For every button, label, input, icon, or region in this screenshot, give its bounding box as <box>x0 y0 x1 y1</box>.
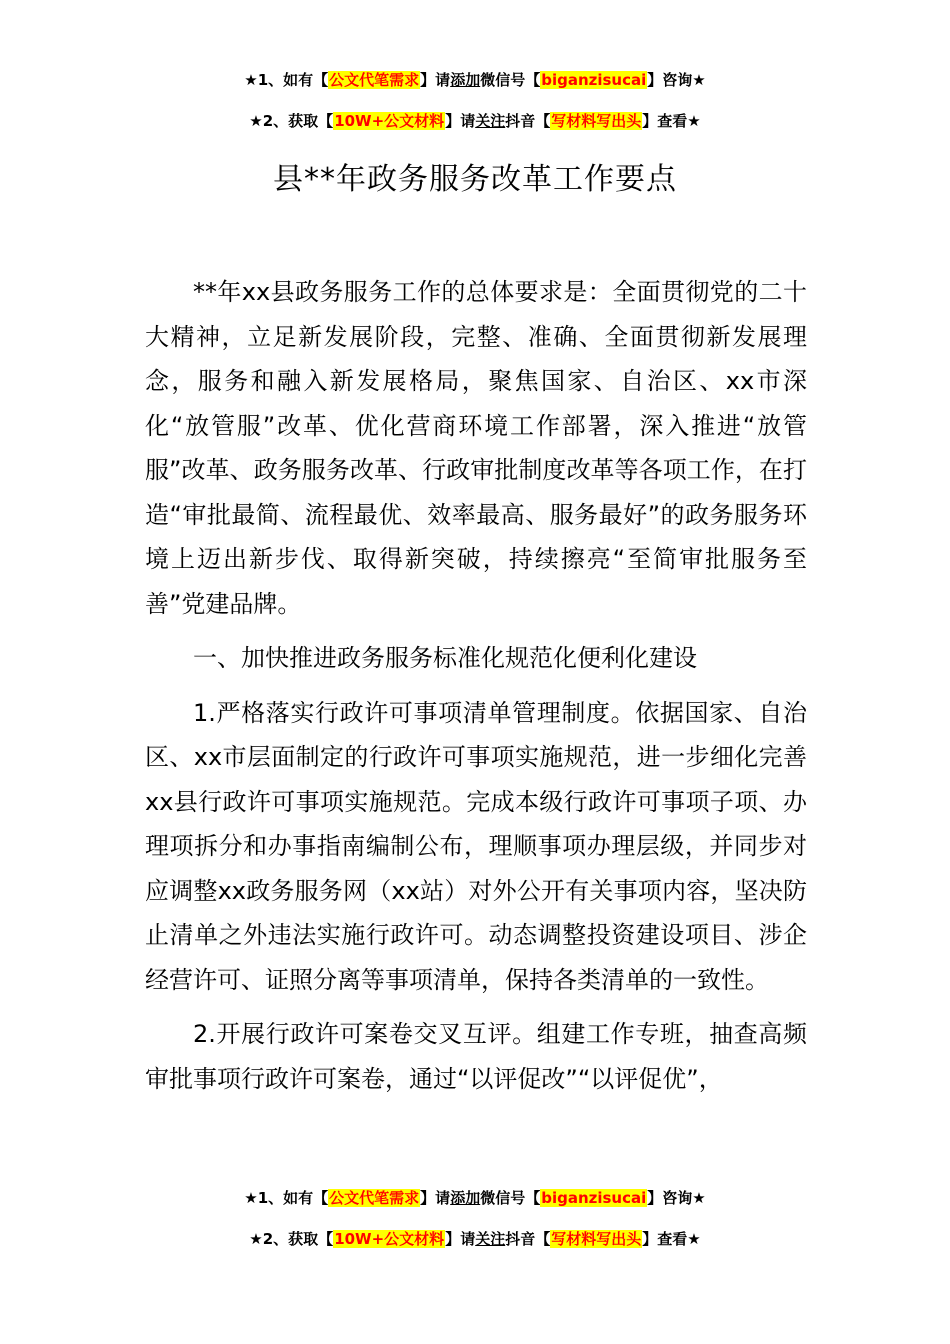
douyin-account: 写材料写出头 <box>551 1230 642 1248</box>
ad-text: 】请 <box>445 112 476 130</box>
wechat-id: biganzisucai <box>541 1189 647 1207</box>
ad-text: 】查看★ <box>642 112 701 130</box>
underlined-text: 添加 <box>450 71 481 89</box>
ad-text: ★1、如有【 <box>244 71 329 89</box>
highlight-text: 10W+公文材料 <box>334 112 445 130</box>
douyin-account: 写材料写出头 <box>551 112 642 130</box>
wechat-id: biganzisucai <box>541 71 647 89</box>
header-ad-line-1 <box>0 68 950 92</box>
ad-text: 】咨询★ <box>647 1189 706 1207</box>
highlight-text: 公文代笔需求 <box>329 71 420 89</box>
ad-text: 】查看★ <box>642 1230 701 1248</box>
ad-text: 】请 <box>420 1189 451 1207</box>
ad-text: 微信号【 <box>480 71 541 89</box>
ad-text: 】请 <box>445 1230 476 1248</box>
section-heading: 一、加快推进政务服务标准化规范化便利化建设 <box>193 644 697 672</box>
underlined-text: 关注 <box>475 112 506 130</box>
document-body <box>145 270 807 1101</box>
ad-text: 】咨询★ <box>647 71 706 89</box>
underlined-text: 关注 <box>475 1230 506 1248</box>
highlight-text: 公文代笔需求 <box>329 1189 420 1207</box>
header-ad-line-2 <box>0 109 950 133</box>
underlined-text: 添加 <box>450 1189 481 1207</box>
item-paragraph-1: 1.严格落实行政许可事项清单管理制度。依据国家、自治区、xx市层面制定的行政许可事项实施规范，进一步细化完善xx县行政许可事项实施规范。完成本级行政许可事项子项、办理项拆分和办事指南编制公布，理顺事项办理层级，并同步对应调整xx政务服务网（xx站）对外公开有关事项内容，坚决防止清单之外违法实施行政许可。动态调整投资建设项目、涉企经营许可、证照分离等事项清单，保持各类清单的一致性。 <box>145 698 807 994</box>
highlight-text: 10W+公文材料 <box>334 1230 445 1248</box>
ad-text: ★2、获取【 <box>249 112 334 130</box>
ad-text: 抖音【 <box>505 1230 551 1248</box>
intro-paragraph: **年xx县政务服务工作的总体要求是：全面贯彻党的二十大精神，立足新发展阶段，完整、准确、全面贯彻新发展理念，服务和融入新发展格局，聚焦国家、自治区、xx市深化“放管服”改革、优化营商环境工作部署，深入推进“放管服”改革、政务服务改革、行政审批制度改革等各项工作，在打造“审批最简、流程最优、效率最高、服务最好”的政务服务环境上迈出新步伐、取得新突破，持续擦亮“至简审批服务至善”党建品牌。 <box>145 278 807 618</box>
footer-ad-line-1 <box>0 1186 950 1210</box>
item-paragraph-2: 2.开展行政许可案卷交叉互评。组建工作专班，抽查高频审批事项行政许可案卷，通过“以评促改”“以评促优”， <box>145 1020 807 1093</box>
ad-text: 】请 <box>420 71 451 89</box>
footer-ad-line-2 <box>0 1227 950 1251</box>
ad-text: 微信号【 <box>480 1189 541 1207</box>
ad-text: ★2、获取【 <box>249 1230 334 1248</box>
ad-text: ★1、如有【 <box>244 1189 329 1207</box>
document-title: 县**年政务服务改革工作要点 <box>273 162 677 197</box>
ad-text: 抖音【 <box>505 112 551 130</box>
